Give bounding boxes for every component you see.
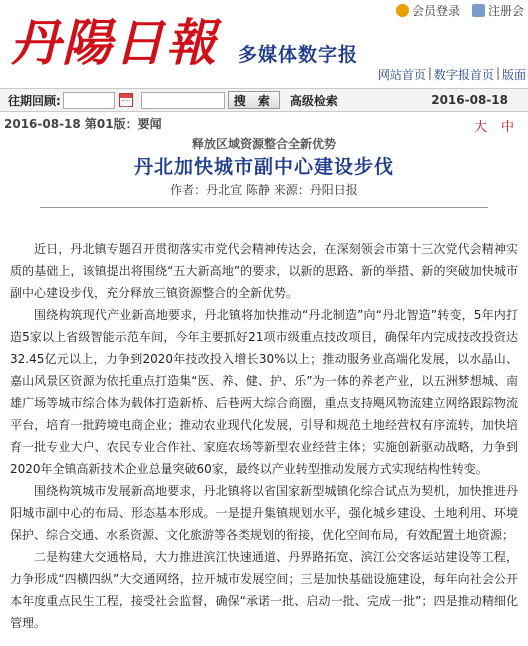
- current-date: 2016-08-18: [431, 93, 508, 107]
- article-paragraph: 近日，丹北镇专题召开贯彻落实市党代会精神传达会，在深刻领会市第十三次党代会精神实质的基础上，该镇提出将围绕“五大新高地”的要求，以新的思路、新的举措、新的突破加快城市副中心建设步伐，充分释放三镇资源整合的全新优势。: [10, 242, 518, 300]
- toolbar: [0, 88, 528, 112]
- article-body: [10, 238, 518, 634]
- brand-subtitle: 多媒体数字报: [238, 44, 359, 66]
- register-link[interactable]: [468, 2, 528, 19]
- member-login-link[interactable]: [392, 2, 464, 19]
- logo-text: 丹陽日報: [10, 13, 218, 72]
- digital-home-link[interactable]: 数字报首页: [433, 68, 494, 82]
- login-bar: [392, 0, 528, 20]
- newspaper-logo[interactable]: [10, 14, 228, 72]
- article-byline: 作者：丹北宣 陈静 来源：丹阳日报: [170, 183, 358, 197]
- site-links: [376, 66, 528, 83]
- font-medium-button[interactable]: 中: [500, 120, 514, 135]
- member-icon: [396, 4, 409, 17]
- font-size-controls: [474, 116, 514, 135]
- home-link[interactable]: 网站首页: [377, 68, 426, 82]
- register-label: 注册会: [487, 3, 524, 18]
- page-link[interactable]: 版面: [501, 68, 526, 82]
- article-header: [0, 135, 528, 199]
- article-paragraph: 围绕构筑现代产业新高地要求，丹北镇将加快推动“丹北制造”向“丹北智造”转变，5年内打造5家以上省级智能示范车间，今年主要抓好21项市级重点技改项目，确保年内完成技改投资达32.45亿元以上，力争到2020年技改投入增长30%以上；推动服务业高端化发展，以水晶山、嘉山风景区资源为依托重点打造集“医、养、健、护、乐”为一体的养老产业，以五洲梦想城、南雄广场等城市综合体为载体打造新桥、后巷两大综合商圈，重点支持飓风物流建立网络跟踪物流平台，培育一批跨境电商企业；推动农业现代化发展，引导和规范土地经营权有序流转，加快培育一批专业大户、农民专业合作社、家庭农场等新型农业经营主体；实施创新驱动战略，力争到2020年全镇高新技术企业总量突破60家，最终以产业转型推动发展方式实现结构性转变。: [10, 308, 518, 476]
- advanced-search-link[interactable]: 高级检索: [289, 93, 338, 108]
- article-paragraph: 围绕构筑城市发展新高地要求，丹北镇将以省国家新型城镇化综合试点为契机，加快推进丹阳城市副中心的布局、形态基本形成。一是提升集镇规划水平，强化城乡建设、土地利用、环境保护、综合交通、水系资源、文化旅游等各类规划的衔接，优化空间布局，有效配置土地资源；: [10, 484, 518, 542]
- link-separator: |: [495, 66, 500, 80]
- issue-info: 2016-08-18 第01版：要闻: [4, 116, 162, 131]
- article-kicker: 释放区域资源整合全新优势: [191, 137, 336, 151]
- article-paragraph: 二是构建大交通格局，大力推进滨江快速通道、丹界路拓宽、滨江公交客运站建设等工程，力争形成“四横四纵”大交通网络，拉开城市发展空间；三是加快基础设施建设，每年向社会公开本年度重点民生工程，接受社会监督，确保“承诺一批、启动一批、完成一批”；四是推动精细化管理。: [10, 550, 518, 630]
- register-icon: [472, 4, 485, 17]
- font-large-button[interactable]: 大: [473, 120, 487, 135]
- past-issue-label: 往期回顾:: [8, 93, 61, 108]
- issue-bar: [0, 113, 528, 133]
- member-login-label: 会员登录: [411, 3, 460, 18]
- calendar-icon[interactable]: [119, 93, 133, 107]
- article-headline: 丹北加快城市副中心建设步伐: [133, 156, 394, 178]
- date-input[interactable]: [63, 92, 115, 109]
- link-separator: |: [427, 66, 432, 80]
- search-button[interactable]: 搜 索: [228, 91, 280, 109]
- site-header: [0, 0, 528, 88]
- header-divider: [40, 207, 488, 208]
- search-input[interactable]: [141, 92, 225, 109]
